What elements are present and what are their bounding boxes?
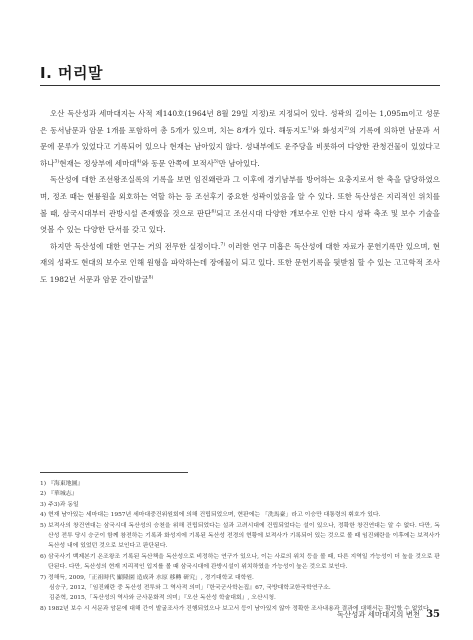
footnote-3 <box>40 500 440 510</box>
footnote-text: 『華城志』 <box>48 491 78 498</box>
footnote-1 <box>40 479 440 489</box>
footnote-text: 김준혁, 2015,「독산성의 역사와 군사문화적 의미」『오산 독산성 학술대회』, 오산시청. <box>49 595 276 602</box>
footnote-text: 삼국사기 백제본기 온조왕조 기록된 독산책을 독산성으로 비정하는 연구가 있으나, 이는 사료의 위치 등을 볼 때, 다른 지역일 가능성이 더 높을 것으로 판단된다. 다만, 독산성의 현재 지리적인 입지를 볼 때 삼국시대에 관방시설이 위치하였을 가능성이 높은 것으로 보인다. <box>48 553 440 571</box>
footnotes <box>40 479 440 614</box>
paragraph-3 <box>40 239 440 289</box>
footnote-7-continued-b <box>40 593 440 603</box>
paragraph-1-text-b: 와 화성지 <box>312 125 345 135</box>
footnote-ref-3[interactable]: 3) <box>54 159 60 165</box>
paragraph-1-text-c: 의 기록에 의하면 남문과 서문에 문루가 있었다고 기록되어 있으나 현재는 남아있지 않다. 성내부에도 운주당을 비롯하여 다양한 관청건물이 있었다고 하나 <box>40 125 440 168</box>
footnote-number: 7) <box>40 574 47 581</box>
footnote-text: 정해득, 2009,「正祖時代 顯隆園 造成과 水原 移轉 研究」, 경기대학교 대학원. <box>48 574 254 581</box>
paragraph-1-text-d: 현재는 정상부에 세마대 <box>59 158 137 168</box>
footnote-text: 1982년 보수 시 서문과 암문에 대해 간이 발굴조사가 진행되었으나 보고서 등이 남아있지 않아 정확한 조사내용과 결과에 대해서는 확인할 수 없었다. <box>48 605 431 612</box>
footnote-ref-6[interactable]: 6) <box>211 209 217 215</box>
footnote-ref-7[interactable]: 7) <box>220 242 226 248</box>
page-footer <box>337 609 440 620</box>
footnote-number: 1) <box>40 481 47 487</box>
paragraph-3-text-b: 이러한 연구 미흡은 독산성에 대한 자료가 문헌기록만 있으며, 현재의 성곽도 현대의 보수로 인해 원형을 파악하는데 장애물이 되고 있다. 또한 문헌기록을 뒷받침 할 수 있는 고고학적 조사도 1982년 서문과 암문 간이발굴 <box>40 241 440 284</box>
footnote-separator <box>40 472 188 473</box>
paragraph-2 <box>40 172 440 238</box>
paragraph-2-text-a: 독산성에 대한 조선왕조실록의 기록을 보면 임진왜란과 그 이후에 경기남부를 방어하는 요충지로서 한 축을 담당하였으며, 정조 때는 현륭원을 외호하는 역할 하는 등 조선후기 중요한 성곽이었음을 알 수 있다. 또한 독산성은 지리적인 위치를 볼 때, 삼국시대부터 관방시설 존재했을 것으로 판단 <box>40 175 440 218</box>
paragraph-3-text-a: 하지만 독산성에 대한 연구는 거의 전무한 실정이다. <box>50 241 221 251</box>
footnote-text: 보적사의 창건연대는 삼국시대 독산성의 승천을 위해 건립되었다는 설과 고려시대에 건립되었다는 설이 있으나, 정확한 창건연대는 알 수 없다. 다만, 독산성 전투 당시 승군이 함께 참전하는 기록과 화성지에 기록된 독산성 전경의 현황에 보적사가 기록되어 있는 것으로 볼 때 임진왜란을 이후에는 보적사가 독산성 내에 있었던 것으로 보인다고 판단된다. <box>48 522 440 550</box>
paragraph-1-text-e: 와 동문 안쪽에 보적사 <box>141 158 214 168</box>
footnote-7 <box>40 573 440 583</box>
footnote-7-continued-a <box>40 583 440 593</box>
footnote-text: 주3)과 동일 <box>48 501 79 508</box>
page-number: 35 <box>426 609 440 620</box>
heading-rule <box>40 85 440 86</box>
paragraph-1-text-f: 만 남아있다. <box>218 158 260 168</box>
footnote-number: 6) <box>40 553 47 560</box>
footnote-number: 4) <box>40 512 47 519</box>
footnote-number: 5) <box>40 522 47 529</box>
footnote-ref-8[interactable]: 8) <box>148 275 154 281</box>
footnote-number: 2) <box>40 491 47 498</box>
paragraph-1 <box>40 106 440 172</box>
footnote-text: 『海東地圖』 <box>48 481 84 487</box>
section-heading: Ⅰ. 머리말 <box>40 64 103 82</box>
footnote-ref-5[interactable]: 5) <box>213 159 219 165</box>
body-text <box>40 106 440 289</box>
footnote-text: 심승구, 2012,「임진왜란 중 독산성 전투와 그 역사적 의미」『한국군사학논집』67, 국방대학교한국학연구소. <box>49 585 331 592</box>
running-title: 독산성과 세마대지의 변천 <box>336 610 421 619</box>
footnote-ref-2[interactable]: 2) <box>344 126 350 132</box>
footnote-text: 현재 남아있는 세마대는 1957년 세마대중건위원회에 의해 건립되었으며, 현판에는 「洗馬臺」라고 이승만 대통령의 휘호가 있다. <box>48 512 381 519</box>
footnote-number: 3) <box>40 501 47 508</box>
footnote-5 <box>40 521 440 552</box>
paragraph-1-text-a: 오산 독산성과 세마대지는 사적 제140호(1964년 8월 29일 지정)로 지정되어 있다. 성곽의 길이는 1,095m이고 성문은 동서남문과 암문 1개를 포함하여 총 5개가 있으며, 치는 8개가 있다. 해동지도 <box>40 109 440 135</box>
footnote-ref-4[interactable]: 4) <box>136 159 142 165</box>
footnote-number: 8) <box>40 605 47 612</box>
footnote-6 <box>40 552 440 573</box>
footnote-2 <box>40 489 440 499</box>
footnote-4 <box>40 510 440 520</box>
paragraph-2-text-b: 되고 조선시대 다양한 개보수로 인한 다시 성곽 축조 및 보수 기술을 엿볼 수 있는 다양한 단서를 갖고 있다. <box>40 208 440 235</box>
footnote-ref-1[interactable]: 1) <box>307 126 313 132</box>
